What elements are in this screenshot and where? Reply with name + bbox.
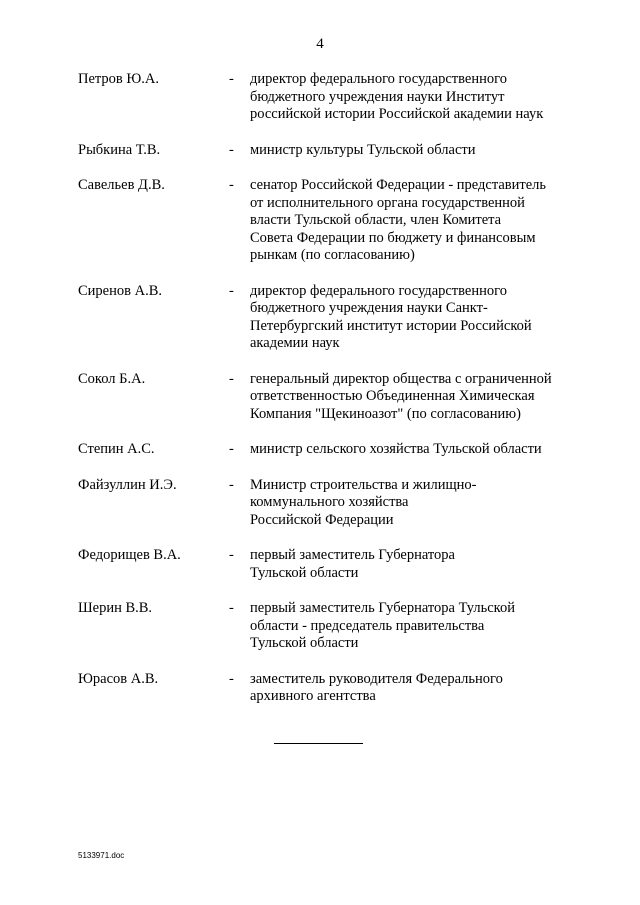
member-position-line: директор федерального государственного xyxy=(250,71,507,87)
member-position-line: от исполнительного органа государственной xyxy=(250,194,525,211)
member-position-line: Тульской области xyxy=(250,564,359,581)
member-position-line: бюджетного учреждения науки Институт xyxy=(250,88,505,105)
member-position xyxy=(250,71,570,124)
member-row xyxy=(0,441,640,459)
member-row xyxy=(0,283,640,353)
member-position-line: сенатор Российской Федерации - представитель xyxy=(250,177,547,193)
page-number: 4 xyxy=(316,36,324,52)
member-dash: - xyxy=(229,547,234,563)
member-position-line: Совета Федерации по бюджету и финансовым xyxy=(250,229,536,246)
member-position-line: Петербургский институт истории Российской xyxy=(250,317,532,334)
document-code: 5133971.doc xyxy=(78,851,125,860)
member-name: Петров Ю.А. xyxy=(78,71,160,87)
member-position-line: коммунального хозяйства xyxy=(250,494,409,510)
member-name: Юрасов А.В. xyxy=(78,670,159,687)
member-dash: - xyxy=(229,476,234,493)
member-position-line: заместитель руководителя Федерального xyxy=(250,670,503,687)
member-position-line: первый заместитель Губернатора Тульской xyxy=(250,600,515,616)
member-name: Рыбкина Т.В. xyxy=(78,141,161,158)
end-rule xyxy=(274,743,363,744)
member-position-line: области - председатель правительства xyxy=(250,617,485,634)
member-dash: - xyxy=(229,370,234,387)
member-position-line: рынкам (по согласованию) xyxy=(250,247,415,263)
member-dash: - xyxy=(229,282,234,299)
member-row xyxy=(0,477,640,530)
member-row xyxy=(0,671,640,706)
member-row xyxy=(0,71,640,124)
member-position-line: Тульской области xyxy=(250,635,359,651)
member-position-line: бюджетного учреждения науки Санкт- xyxy=(250,300,488,316)
member-row xyxy=(0,547,640,582)
member-position xyxy=(250,371,570,424)
member-position-line: академии наук xyxy=(250,335,340,351)
member-name: Сокол Б.А. xyxy=(78,370,146,387)
member-position xyxy=(250,671,570,706)
member-position xyxy=(250,547,570,582)
member-dash: - xyxy=(229,71,234,87)
member-position xyxy=(250,283,570,353)
member-position-line: первый заместитель Губернатора xyxy=(250,547,455,563)
member-name: Шерин В.В. xyxy=(78,600,153,616)
member-position xyxy=(250,441,570,459)
member-position-line: ответственностью Объединенная Химическая xyxy=(250,388,535,404)
member-position-line: Министр строительства и жилищно- xyxy=(250,476,477,493)
member-position xyxy=(250,177,570,265)
member-row xyxy=(0,600,640,653)
member-name: Степин А.С. xyxy=(78,441,155,457)
member-dash: - xyxy=(229,441,234,457)
member-position-line: министр культуры Тульской области xyxy=(250,141,476,158)
member-position-line: власти Тульской области, член Комитета xyxy=(250,212,502,228)
member-position-line: российской истории Российской академии наук xyxy=(250,106,544,122)
member-dash: - xyxy=(229,670,234,687)
member-name: Файзуллин И.Э. xyxy=(78,476,177,493)
member-position xyxy=(250,477,570,530)
member-dash: - xyxy=(229,141,234,158)
member-position-line: архивного агентства xyxy=(250,688,376,704)
member-row xyxy=(0,371,640,424)
member-row xyxy=(0,142,640,160)
member-row xyxy=(0,177,640,265)
member-name: Савельев Д.В. xyxy=(78,177,165,193)
member-name: Федорищев В.А. xyxy=(78,547,181,563)
member-position xyxy=(250,142,570,160)
member-position-line: директор федерального государственного xyxy=(250,282,507,299)
member-position-line: генеральный директор общества с ограниченной xyxy=(250,370,552,387)
member-dash: - xyxy=(229,600,234,616)
member-position-line: министр сельского хозяйства Тульской области xyxy=(250,441,542,457)
member-list xyxy=(0,71,640,724)
member-position-line: Компания "Щекиноазот" (по согласованию) xyxy=(250,405,521,422)
member-position xyxy=(250,600,570,653)
member-name: Сиренов А.В. xyxy=(78,282,162,299)
member-position-line: Российской Федерации xyxy=(250,511,394,528)
member-dash: - xyxy=(229,177,234,193)
